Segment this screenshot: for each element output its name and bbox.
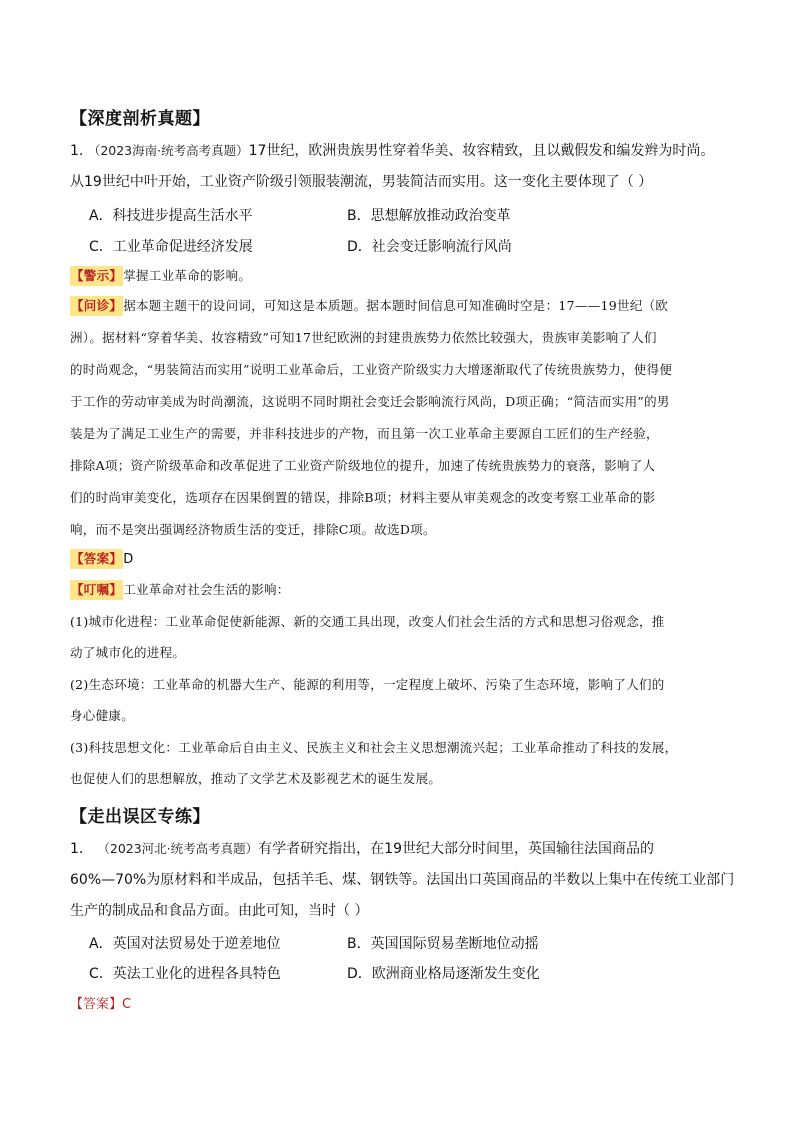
remind-row [70, 580, 290, 600]
diagnosis-line-3: 的时尚观念，“男装简洁而实用”说明工业革命后，工业资产阶级实力大增逐渐取代了传统贵族势力，使得便 [70, 362, 673, 377]
diagnosis-line-5: 装是为了满足工业生产的需要，并非科技进步的产物，而且第一次工业革命主要源自工匠们的生产经验， [70, 426, 659, 441]
diagnosis-line-8: 响，而不是突出强调经济物质生活的变迁，排除C项。故选D项。 [70, 522, 436, 537]
remind-line-4: 身心健康。 [70, 708, 135, 723]
option-d: D．社会变迁影响流行风尚 [347, 239, 512, 255]
diagnosis-line-7: 们的时尚审美变化，选项存在因果倒置的错误，排除B项；材料主要从审美观念的改变考察工业革命的影 [70, 490, 656, 505]
question-1-stem-line-2: 从19世纪中叶开始，工业资产阶级引领服装潮流，男装简洁而实用。这一变化主要体现了（ ） [70, 174, 653, 190]
answer-row [70, 549, 134, 570]
answer-tag: 【答案】 [70, 997, 123, 1012]
question-source: （2023海南·统考高考真题） [87, 143, 249, 158]
diagnosis-line-1 [70, 296, 668, 316]
question-source: （2023河北·统考高考真题） [97, 841, 259, 856]
remind-line-1: (1)城市化进程：工业革命促使新能源、新的交通工具出现，改变人们社会生活的方式和思想习俗观念，推 [70, 614, 665, 629]
question-2-stem-line-3: 生产的制成品和食品方面。由此可知，当时（ ） [70, 903, 369, 919]
answer-row-2 [70, 994, 131, 1015]
hint-text: 掌握工业革命的影响。 [123, 268, 252, 283]
option-c: C．英法工业化的进程各具特色 [89, 966, 281, 982]
question-2-stem-line-1 [70, 839, 654, 859]
remind-line-6: 也促使人们的思想解放，推动了文学艺术及影视艺术的诞生发展。 [70, 771, 442, 786]
option-d: D．欧洲商业格局逐渐发生变化 [347, 966, 540, 982]
question-stem: 有学者研究指出，在19世纪大部分时间里，英国输往法国商品的 [258, 841, 654, 857]
remind-intro: 工业革命对社会生活的影响： [123, 582, 290, 597]
remind-line-2: 动了城市化的进程。 [70, 645, 186, 660]
answer-value: D [123, 552, 134, 567]
remind-line-5: (3)科技思想文化：工业革命后自由主义、民族主义和社会主义思想潮流兴起；工业革命推动了科技的发展， [70, 740, 678, 755]
diagnosis-tag: 【问诊】 [70, 296, 123, 316]
diagnosis-line-4: 于工作的劳动审美成为时尚潮流，这说明不同时期社会变迁会影响流行风尚，D项正确；“简洁而实用”的男 [70, 394, 670, 409]
option-a: A．科技进步提高生活水平 [89, 208, 253, 224]
section-title-practice: 【走出误区专练】 [70, 807, 210, 827]
option-b: B．思想解放推动政治变革 [347, 208, 511, 224]
answer-value: C [122, 997, 132, 1012]
hint-row [70, 266, 251, 286]
question-2-stem-line-2: 60%—70%为原材料和半成品，包括羊毛、煤、钢铁等。法国出口英国商品的半数以上集中在传统工业部门 [70, 872, 735, 888]
diagnosis-line-2: 洲）。据材料“穿着华美、妆容精致”可知17世纪欧洲的封建贵族势力依然比较强大，贵族审美影响了人们 [70, 330, 657, 345]
answer-tag: 【答案】 [70, 549, 123, 569]
option-b: B．英国国际贸易垄断地位动摇 [347, 936, 539, 952]
remind-line-3: (2)生态环境：工业革命的机器大生产、能源的利用等，一定程度上破坏、污染了生态环境，影响了人们的 [70, 677, 665, 692]
question-number: 1. [70, 143, 84, 159]
option-a: A．英国对法贸易处于逆差地位 [89, 936, 281, 952]
diagnosis-line-6: 排除A项；资产阶级革命和改革促进了工业资产阶级地位的提升，加速了传统贵族势力的衰落，影响了人 [70, 458, 656, 473]
remind-tag: 【叮嘱】 [70, 580, 123, 600]
diagnosis-text: 据本题主题干的设问词，可知这是本质题。据本题时间信息可知准确时空是：17——19世纪（欧 [123, 298, 669, 313]
question-1-stem-line-1 [70, 141, 714, 161]
section-title-analysis: 【深度剖析真题】 [70, 109, 210, 129]
option-c: C．工业革命促进经济发展 [89, 239, 253, 255]
question-stem: 17世纪，欧洲贵族男性穿着华美、妆容精致，且以戴假发和编发辫为时尚。 [248, 143, 715, 159]
question-number: 1． [70, 841, 93, 857]
hint-tag: 【警示】 [70, 266, 123, 286]
